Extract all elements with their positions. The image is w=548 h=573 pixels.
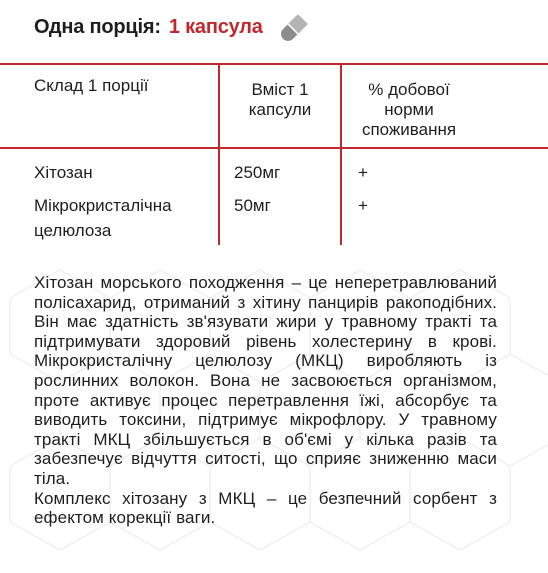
capsule-icon (276, 12, 310, 46)
header-daily-value: % добової норми споживання (361, 80, 457, 139)
serving-value: 1 капсула (168, 16, 263, 38)
header-content: Вміст 1 капсули (248, 80, 312, 119)
serving-size (34, 16, 263, 39)
row-2-daily: + (358, 196, 368, 215)
table-top-rule (0, 63, 548, 65)
description-paragraph-2: Комплекс хітозану з МКЦ – це безпечний сорбент з ефектом корекції ваги. (34, 488, 497, 528)
row-1-daily: + (358, 163, 368, 182)
serving-label: Одна порція: (34, 16, 161, 38)
row-1-amount: 250мг (234, 163, 281, 182)
description-paragraph-1: Хітозан морського походження – це неперетравлюваний полісахарид, отриманий з хітину панцирів ракоподібних. Він має здатність зв'язувати жири у травному тракті та підтримувати здоровий рівень холестерину в крові. Мікрокристалічну целюлозу (МКЦ) виробляють із рослинних волокон. Вона не засвоюється організмом, проте активує процес перетравлення їжі, абсорбує та виводить токсини, підтримує мікрофлору. У травному тракті МКЦ збільшується в об'ємі у кілька разів та забезпечує відчуття ситості, що сприяє зниженню маси тіла. (34, 273, 497, 488)
row-2-amount: 50мг (234, 196, 271, 215)
product-description (34, 273, 497, 528)
table-header-rule (0, 147, 548, 149)
header-composition: Склад 1 порції (34, 76, 149, 95)
row-2-name: Мікрокристалічна целюлоза (34, 196, 172, 240)
row-1-name: Хітозан (34, 163, 93, 182)
